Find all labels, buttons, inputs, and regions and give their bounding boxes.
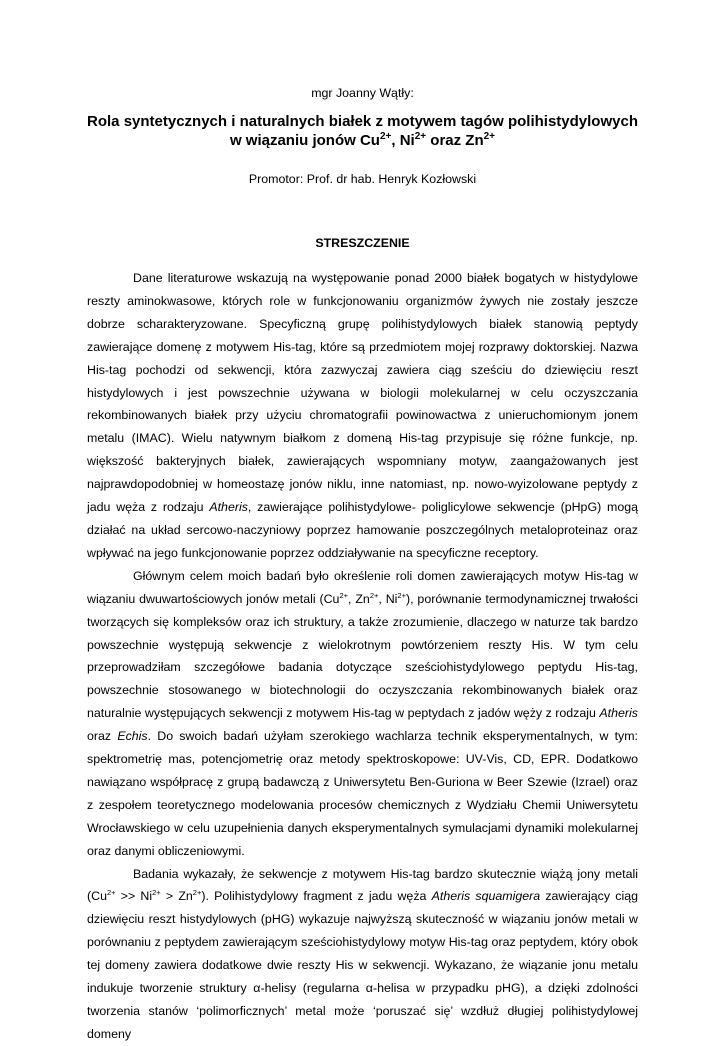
paragraph-3: Badania wykazały, że sekwencje z motywem His-tag bardzo skutecznie wiążą jony metali $(Cu^{2+} >> Ni^{2+} > Zn^{2+})$. Polihistydylowy fragment z jadu węża Atheris squamigera zawierający ciąg dziewięciu reszt histydylowych (pHG) wykazuje najwyższą skuteczność w wiązaniu jonów metali w porównaniu z peptydem zawierającym sześciohistydylowy motyw His-tag oraz peptydem, który obok tej domeny zawiera dodatkowe dwie reszty His w sekwencji. Wykazano, że wiązanie jonu metalu indukuje tworzenie struktury α-helisy (regularna α-helisa w przypadku pHG), a dzięki zdolności tworzenia stanów ‘polimorficznych’ metal może ‘poruszać się’ wzdłuż długiej polihistydylowej domeny [87, 866, 638, 1041]
section-heading: STRESZCZENIE [315, 236, 410, 250]
author-line: mgr Joanny Wątły: [311, 86, 414, 100]
abstract-body [87, 267, 638, 1046]
paragraph-1: Dane literaturowe wskazują na występowanie ponad 2000 białek bogatych w histydylowe reszty aminokwasowe, których role w funkcjonowaniu organizmów żywych nie zostały jeszcze dobrze scharakteryzowane. Specyficzną grupę polihistydylowych białek stanowią peptydy zawierające domenę z motywem His-tag, które są przedmiotem mojej rozprawy doktorskiej. Nazwa His-tag pochodzi od sekwencji, która zazwyczaj zawiera ciąg sześciu do dziewięciu reszt histydylowych i jest powszechnie używana w biologii molekularnej w celu oczyszczania rekombinowanych białek przy użyciu chromatografii powinowactwa z unieruchomionym jonem metalu (IMAC). Wielu natywnym białkom z domeną His-tag przypisuje się różne funkcje, np. większość bakteryjnych białek, zawierających wspomniany motyw, zaangażowanych jest najprawdopodobniej w homeostazę jonów niklu, inne natomiast, np. nowo-wyizolowane peptydy z jadu węża z rodzaju Atheris, zawierające polihistydylowe- poliglicylowe sekwencje (pHpG) mogą działać na układ sercowo-naczyniowy poprzez hamowanie poszczególnych metaloproteinaz oraz wpływać na jego funkcjonowanie poprzez oddziaływanie na specyficzne receptory. [87, 271, 638, 560]
thesis-title [60, 112, 665, 150]
paragraph-2: Głównym celem moich badań było określenie roli domen zawierających motyw His-tag w wiązaniu dwuwartościowych jonów metali ($Cu^{2+}$, $Zn^{2+}$, $Ni^{2+}$), porównanie termodynamicznej trwałości tworzących się kompleksów oraz ich struktury, a także zrozumienie, dlaczego w naturze tak bardzo powszechnie występują sekwencje z wielokrotnym powtórzeniem reszty His. W tym celu przeprowadziłam szczegółowe badania dotyczące sześciohistydylowego peptydu His-tag, powszechnie stosowanego w biotechnologii do oczyszczania rekombinowanych białek oraz naturalnie występujących sekwencji z motywem His-tag w peptydach z jadów węży z rodzaju Atheris oraz Echis. Do swoich badań użyłam szerokiego wachlarza technik eksperymentalnych, w tym: spektrometrię mas, potencjometrię oraz metody spektroskopowe: UV-Vis, CD, EPR. Dodatkowo nawiązano współpracę z grupą badawczą z Uniwersytetu Ben-Guriona w Beer Szewie (Izrael) oraz z zespołem teoretycznego modelowania procesów chemicznych z Wydziału Chemii Uniwersytetu Wrocławskiego w celu uzupełnienia danych eksperymentalnych symulacjami dynamiki molekularnej oraz danymi obliczeniowymi. [87, 568, 638, 858]
title-line-2: w wiązaniu jonów $Cu^{2+}$, $Ni^{2+}$ oraz $Zn^{2+}$ [229, 131, 496, 149]
promotor-line: Promotor: Prof. dr hab. Henryk Kozłowski [248, 172, 477, 186]
title-line-1: Rola syntetycznych i naturalnych białek z motywem tagów polihistydylowych [87, 113, 638, 130]
